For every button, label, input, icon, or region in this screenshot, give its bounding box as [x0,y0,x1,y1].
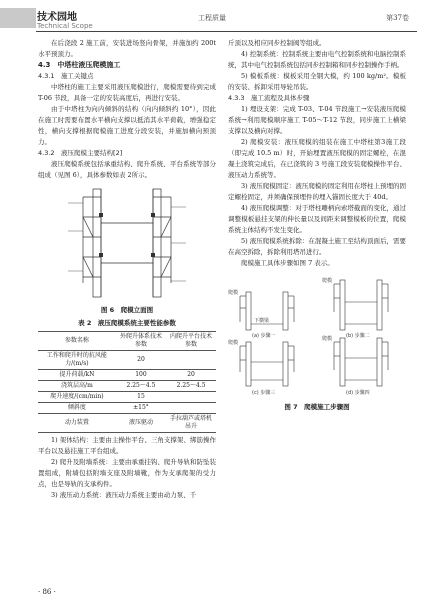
table-row [38,351,216,370]
figure-7-caption: 图 7 爬模施工步骤图 [284,403,350,411]
table-cell: 2.25～4.5 [166,381,216,392]
section-color-bar [0,8,36,28]
figure-6-caption: 图 6 爬模立面图 [100,306,154,314]
paragraph: 1) 架体结构：主要由主操作平台、三角支撑架、绑筋操作平台以及悬挂施工平台组成。 [38,436,216,455]
figure-6-drawing [38,183,216,303]
paragraph: 由于中塔柱为向内倾斜的结构（向内倾斜约 10°），因此在施工时需要布置水平横向支撑以抵消其水平荷载，增强稳定性，横向支撑根据爬模施工进度分段安装，并施加横向预顶力。 [38,105,216,146]
table-2 [38,331,216,433]
table-2-title: 表 2 液压爬模系统主要性能参数 [78,319,176,327]
table-cell: 浇筑层高/m [38,381,116,392]
label-formwork: 爬模 [228,340,239,346]
table-row [38,403,216,414]
step-b-label: (b) 步骤二 [346,333,370,339]
climbing-formwork-elevation [38,183,216,303]
left-column [38,38,216,501]
paragraph: 1) 埋设支架：完成 T-03、T-04 节段施工→安装液压爬模系统→利用爬模顺序施工 T-05～T-12 节段，同步施工上横梁支撑以及横向对撑。 [228,105,406,135]
table-cell [166,351,216,370]
section-subtitle: Technical Scope [37,22,93,30]
table-header-cell: 参数名称 [38,332,116,351]
paragraph: 爬模施工具体步骤如图 7 表示。 [241,259,334,267]
paragraph: 4) 控制系统：控制系统主要由电气控制系统和电脑控制系统，其中电气控制系统包括同步控制箱和同步控制操作手柄。 [228,50,406,69]
table-cell: 2.25～4.5 [116,381,166,392]
table-row [38,370,216,381]
table-cell: 工作和爬升时的抗风能力/(m/s) [38,351,116,370]
header-rule [36,31,417,32]
figure-7-drawing [228,272,406,400]
paragraph: 3) 液压动力系统：液压动力系统主要由动力泵、千 [51,491,197,499]
paragraph: 2) 爬模安装：液压爬模的组装在施工中塔柱第3施工段（即完成 10.5 m）时，开始埋置液压爬模的固定螺栓，在混凝土浇筑完成后，在已浇筑的 3 号施工段安装爬模操作平台、液压动力系统等。 [228,138,406,179]
table-cell: 动力装置 [38,414,116,433]
table-row [38,381,216,392]
volume-label: 第37卷 [386,14,409,22]
page-number: · 86 · [38,588,56,596]
step-a-label: (a) 步骤一 [252,333,276,339]
table-cell [166,403,216,414]
paragraph: 5) 模板系统：模板采用全钢大模，约 100 kg/m²。模板的安装、拆卸采用导轮吊装。 [228,72,406,91]
table-cell: 15 [116,392,166,403]
table-cell: 液压驱动 [116,414,166,433]
paragraph: 3) 液压爬模固定：液压爬模的固定利用在塔柱上预埋的固定螺栓固定，并须确保预埋件的埋入锚固长度大于 40d。 [228,182,406,201]
label-formwork: 爬模 [322,278,333,284]
table-header-cell: 外爬升体系技术参数 [116,332,166,351]
subsection-heading: 4.3.2 液压爬模主要结构[2] [38,149,123,157]
table-cell: ±15° [116,403,166,414]
table-cell: 倾斜度 [38,403,116,414]
journal-name: 工程质量 [198,14,226,22]
table-row [38,392,216,403]
table-cell [166,392,216,403]
paragraph: 在后浇段 2 施工前，安装进场竖向骨架，并施加约 200t 水平预顶力。 [38,39,216,58]
subsection-heading: 4.3.3 施工流程及具体步骤 [228,94,310,102]
right-column [228,38,406,415]
page-header [0,0,427,40]
paragraph: 中塔柱的施工主要采用液压爬模进行，爬模需要待到完成 T-06 节段，具备一定的安装高度后，再进行安装。 [38,83,216,102]
climbing-steps-diagram [228,272,406,400]
paragraph: 斤顶以及相应同步控制阀等组成。 [228,39,326,47]
paragraph: 液压爬模系统包括承重结构、爬升系统、平台系统等部分组成（见图 6），具体参数如表 2所示。 [38,160,216,179]
paragraph: 2) 爬升及附墙系统：主要由承重挂钩、爬升导轨和防坠装置组成，附墙包括附墙支座及附墙靴，作为支承爬架的受力点，也是导轨的支承构件。 [38,458,216,488]
table-header-cell: 内爬升平台技术参数 [166,332,216,351]
subsection-heading: 4.3.1 施工关键点 [38,72,94,80]
label-lower-beam: 下横梁 [254,318,270,324]
paragraph: 4) 液压爬模调整：对于塔柱雕柄向索塔截面的变化，通过调整模板悬挂支架的伸长量以及间距来调整模板的位置，爬模系统主体结构不发生变化。 [228,204,406,234]
table-cell: 手拉葫芦或塔机吊升 [166,414,216,433]
section-heading: 4.3 中塔柱液压爬模施工 [38,61,121,69]
label-formwork: 爬模 [228,290,239,296]
step-d-label: (d) 步骤四 [346,390,370,396]
table-cell: 20 [116,351,166,370]
table-cell: 100 [116,370,166,381]
step-c-label: (c) 步骤三 [252,390,276,396]
section-title: 技术园地 [37,12,77,23]
table-row [38,414,216,433]
table-cell: 爬升速度/(cm/min) [38,392,116,403]
paragraph: 5) 液压爬模系统拆除：在混凝土施工至结构顶面后，需要在高空拆除，拆除利用塔吊进行。 [228,237,406,256]
table-cell: 20 [166,370,216,381]
table-cell: 提升荷载/kN [38,370,116,381]
label-formwork: 爬模 [322,336,333,342]
